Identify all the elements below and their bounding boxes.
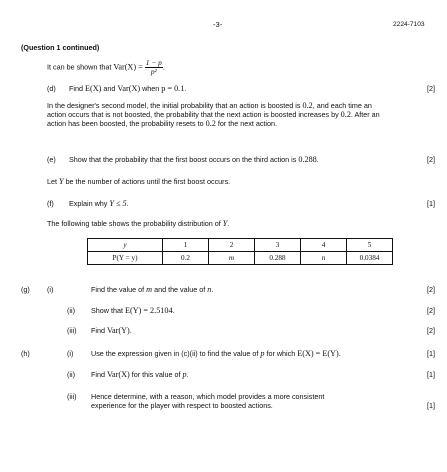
part-h-iii-line-1: Hence determine, with a reason, which model provides a more consistent: [91, 392, 325, 401]
paragraph-value-3: 0.2: [205, 119, 216, 128]
part-d-text-a: Find: [69, 84, 83, 93]
part-h-i-text-b: for which: [266, 349, 296, 358]
intro-line: [47, 59, 165, 76]
part-h-ii-label: (ii): [67, 370, 75, 379]
table-intro-var: Y: [222, 219, 228, 228]
second-model-paragraph: [47, 101, 392, 128]
paragraph-part-4: for the next action.: [215, 119, 278, 128]
table-row-y: [88, 239, 393, 252]
part-g-iii-text: [91, 326, 132, 335]
part-g-label: (g): [21, 285, 30, 294]
part-h-i-var-p: p: [260, 349, 265, 358]
part-g-ii-expr: E(Y) = 2.5104: [124, 306, 173, 315]
part-d-expr-varx: Var(X): [117, 84, 141, 93]
let-y-line: [47, 177, 230, 186]
part-g-i-end: .: [211, 285, 214, 294]
table-cell-p-3: 0.288: [255, 252, 301, 265]
part-f-sentence: Explain why: [69, 199, 108, 208]
part-h-iii-line-2: experience for the player with respect to boosted actions.: [91, 401, 273, 410]
part-h-ii-end: .: [186, 370, 189, 379]
table-cell-y-2: 2: [209, 239, 255, 252]
part-g-ii-label: (ii): [67, 306, 75, 315]
part-e-label: (e): [47, 155, 56, 164]
part-g-iii-end: .: [129, 326, 132, 335]
part-g-ii-sentence: Show that: [91, 306, 123, 315]
part-h-iii-label: (iii): [67, 392, 77, 401]
part-e-text: [69, 155, 319, 164]
part-h-ii-text: [91, 370, 189, 379]
table-cell-p-4: n: [301, 252, 347, 265]
part-g-i-var-n: n: [207, 285, 212, 294]
table-cell-p-5: 0.0384: [347, 252, 393, 265]
fraction-numerator: 1 − p: [145, 58, 162, 67]
part-g-ii-marks: [2]: [427, 306, 435, 315]
table-cell-y-header: y: [88, 239, 163, 252]
intro-fraction: [145, 59, 163, 76]
part-e-end: .: [316, 155, 319, 164]
fraction-denominator: p²: [150, 67, 157, 76]
part-h-i-text: [91, 349, 341, 358]
page-number: -3-: [213, 20, 223, 29]
part-f-text: [69, 199, 129, 208]
part-d-text: [69, 84, 186, 93]
table-cell-y-1: 1: [163, 239, 209, 252]
paragraph-value-2: 0.2: [340, 110, 351, 119]
part-g-i-text-a: Find the value of: [91, 285, 145, 294]
part-e-value: 0.288: [298, 155, 317, 164]
table-cell-y-3: 3: [255, 239, 301, 252]
intro-var-expr: Var(X) =: [113, 62, 143, 72]
table-cell-p-2: m: [209, 252, 255, 265]
part-g-ii-end: .: [172, 306, 175, 315]
part-h-ii-text-b: for this value of: [131, 370, 181, 379]
part-g-iii-expr: Var(Y): [106, 326, 130, 335]
part-g-i-text-b: and the value of: [154, 285, 206, 294]
part-f-marks: [1]: [427, 199, 435, 208]
table-cell-p-1: 0.2: [163, 252, 209, 265]
part-g-i-var-m: m: [146, 285, 153, 294]
part-e-sentence: Show that the probability that the first boost occurs on the third action is: [69, 155, 297, 164]
part-d-marks: [2]: [427, 84, 435, 93]
part-g-i-marks: [2]: [427, 285, 435, 294]
part-g-i-text: [91, 285, 213, 294]
paper-code: 2224-7103: [393, 21, 425, 28]
paragraph-part-1: In the designer's second model, the initial probability that an action is boosted is: [47, 101, 303, 110]
part-d-end: .: [184, 84, 187, 93]
part-h-ii-var-p: p: [182, 370, 187, 379]
let-var-y: Y: [59, 177, 64, 186]
part-h-i-marks: [1]: [427, 349, 435, 358]
part-h-i-label: (i): [67, 349, 74, 358]
question-header: (Question 1 continued): [21, 43, 100, 52]
intro-text: It can be shown that: [47, 62, 112, 72]
part-f-label: (f): [47, 199, 54, 208]
table-cell-y-4: 4: [301, 239, 347, 252]
probability-distribution-table: [87, 238, 393, 265]
part-e-marks: [2]: [427, 155, 435, 164]
part-g-iii-marks: [2]: [427, 326, 435, 335]
part-h-label: (h): [21, 349, 30, 358]
table-cell-y-5: 5: [347, 239, 393, 252]
part-f-expr: Y ≤ 5: [109, 199, 127, 208]
part-f-end: .: [126, 199, 129, 208]
part-h-iii-marks: [1]: [427, 401, 435, 410]
part-g-iii-sentence: Find: [91, 326, 105, 335]
part-h-ii-sentence: Find: [91, 370, 105, 379]
part-g-iii-label: (iii): [67, 326, 77, 335]
part-d-label: (d): [47, 84, 56, 93]
table-cell-p-header: P(Y = y): [88, 252, 163, 265]
table-intro-end: .: [227, 219, 230, 228]
part-h-i-end: .: [338, 349, 341, 358]
table-row-probability: [88, 252, 393, 265]
paragraph-part-3: . After an action has been boosted, the probability resets to: [47, 110, 380, 128]
let-description: be the number of actions until the first boost occurs.: [65, 177, 231, 186]
paragraph-value-1: 0.2: [302, 101, 313, 110]
part-g-i-label: (i): [47, 285, 54, 294]
part-d-text-c: when: [142, 84, 160, 93]
let-word: Let: [47, 177, 57, 186]
part-h-i-text-a: Use the expression given in (c)(ii) to find the value of: [91, 349, 259, 358]
part-d-text-b: and: [103, 84, 116, 93]
table-intro: [47, 219, 229, 228]
part-h-ii-marks: [1]: [427, 370, 435, 379]
part-g-ii-text: [91, 306, 175, 315]
part-d-expr-p: p = 0.1: [161, 84, 185, 93]
table-intro-text: The following table shows the probability distribution of: [47, 219, 221, 228]
paragraph-part-2: , and each time an action occurs that is not boosted, the probability that the next action is boosted increases by: [47, 101, 372, 119]
part-h-ii-expr: Var(X): [106, 370, 130, 379]
part-h-i-expr: E(X) = E(Y): [297, 349, 339, 358]
part-d-expr-ex: E(X): [84, 84, 102, 93]
intro-end: .: [162, 62, 165, 72]
